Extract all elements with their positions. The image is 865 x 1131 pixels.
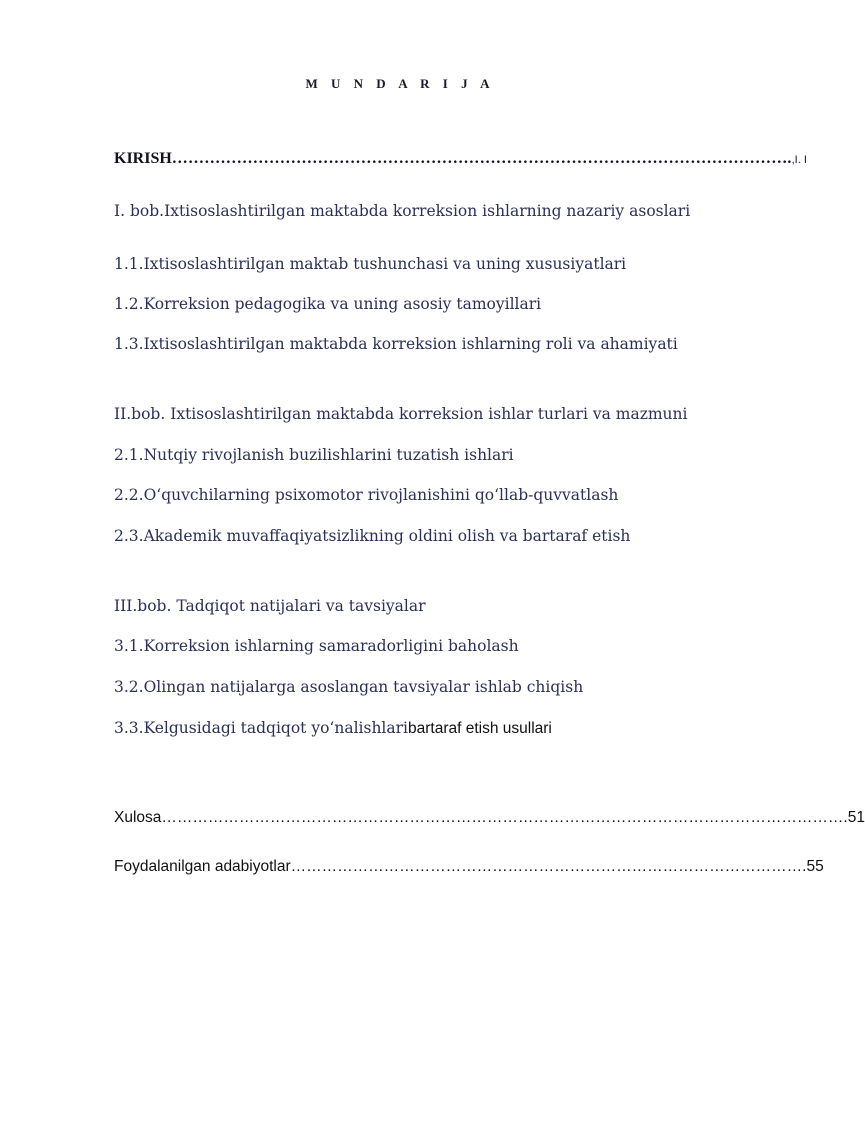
page-title: M U N D A R I J A <box>305 76 495 91</box>
toc-section: 3.2.Olingan natijalarga asoslangan tavsiyalar ishlab chiqish <box>114 678 584 696</box>
toc-section-tail: bartaraf etish usullari <box>408 720 552 737</box>
toc-section: 1.1.Ixtisoslashtirilgan maktab tushunchasi va uning xususiyatlari <box>114 255 627 273</box>
toc-section: 1.3.Ixtisoslashtirilgan maktabda korreksion ishlarning roli va ahamiyati <box>114 335 678 353</box>
toc-leader-dots: ………………………………………………………………………………………. <box>290 858 807 875</box>
toc-entry-label: Xulosa <box>114 809 162 826</box>
chapter-heading: I. bob.Ixtisoslashtirilgan maktabda korreksion ishlarning nazariy asoslari <box>114 202 691 220</box>
toc-entry-label: KIRISH <box>114 150 172 167</box>
toc-leader-dots: ……………………………………………………………………………………………………………………. <box>161 809 848 826</box>
chapter-heading: II.bob. Ixtisoslashtirilgan maktabda korreksion ishlar turlari va mazmuni <box>114 405 688 423</box>
toc-section: 2.1.Nutqiy rivojlanish buzilishlarini tuzatish ishlari <box>114 446 514 464</box>
toc-entry-kirish <box>114 150 807 168</box>
chapter-heading: III.bob. Tadqiqot natijalari va tavsiyalar <box>114 597 426 615</box>
toc-entry-references <box>114 858 824 876</box>
toc-leader-dots: ……………………………………………………………………………………………………. <box>171 150 792 167</box>
toc-section: 2.3.Akademik muvaffaqiyatsizlikning oldini olish va bartaraf etish <box>114 527 631 545</box>
toc-entry-label: Foydalanilgan adabiyotlar <box>114 858 291 875</box>
toc-section: 3.1.Korreksion ishlarning samaradorligini baholash <box>114 637 519 655</box>
toc-page-number: ,I. I <box>791 154 807 166</box>
toc-entry-xulosa <box>114 809 865 827</box>
toc-section: 2.2.O‘quvchilarning psixomotor rivojlanishini qo‘llab-quvvatlash <box>114 486 619 504</box>
toc-section-label: 3.3.Kelgusidagi tadqiqot yo‘nalishlari <box>114 719 408 737</box>
toc-section: 1.2.Korreksion pedagogika va uning asosiy tamoyillari <box>114 295 542 313</box>
toc-page-number: 55 <box>806 858 824 875</box>
toc-section-3-3 <box>114 719 552 738</box>
toc-page-number: 51 <box>847 809 865 826</box>
